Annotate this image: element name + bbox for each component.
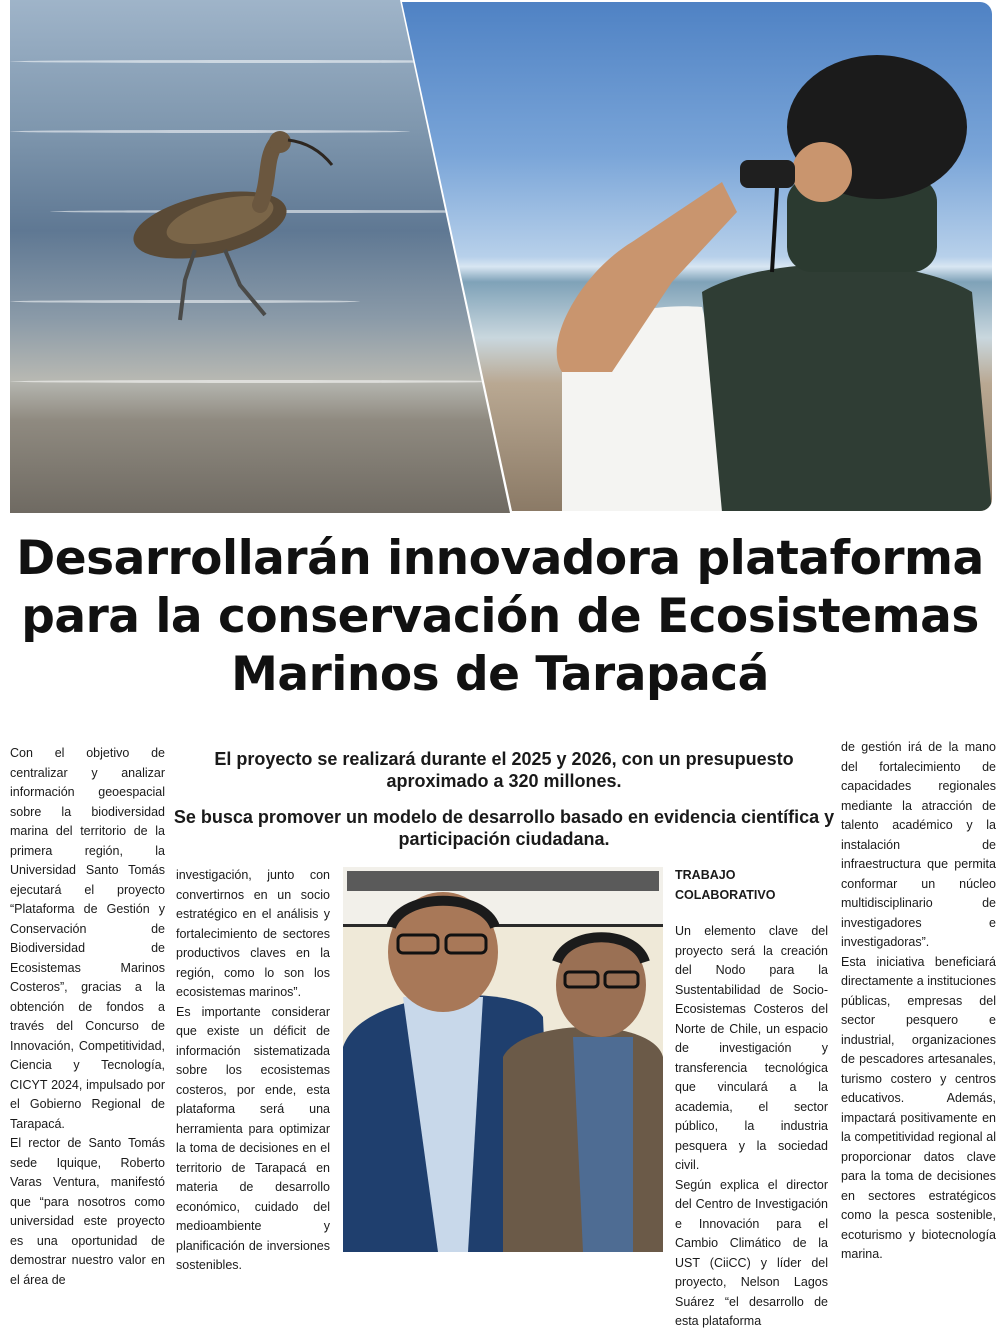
two-men-icon: [343, 867, 663, 1252]
whimbrel-bird-icon: [100, 120, 340, 330]
paragraph: Esta iniciativa beneficiará directamente a instituciones públicas, empresas del sector pesquero e industrial, organizaciones de pescadores artesanales, turismo costero y centros educativos. Además, impactará positivamente en la competitividad regional al proporcionar datos clave para la toma de decisiones en sectores estratégicos como la pesca sostenible, ecoturismo y biotecnología marina.: [841, 954, 996, 1261]
article-headline: Desarrollarán innovadora plataforma para la conservación de Ecosistemas Marinos de Tarapacá: [16, 531, 984, 702]
article-column-3: [675, 866, 828, 1328]
wave-line: [10, 380, 510, 383]
two-men-portrait-photo: [343, 867, 663, 1252]
paragraph: Con el objetivo de centralizar y analizar información geoespacial sobre la biodiversidad marina del territorio de la primera región, la Universidad Santo Tomás ejecutará el proyecto “Plataforma de Gestión y Conservación de Biodiversidad de Ecosistemas Marinos Costeros”, gracias a la obtención de fondos a través del Concurso de Innovación, Competitividad, Ciencia y Tecnología, CICYT 2024, impulsado por el Gobierno Regional de Tarapacá.: [10, 746, 165, 1131]
paragraph: de gestión irá de la mano del fortalecimiento de capacidades regionales mediante la atracción de talento académico y la instalación de infraestructura que permita conformar un núcleo multidisciplinario de investigadores e investigadoras”.: [841, 740, 996, 949]
paragraph: Un elemento clave del proyecto será la creación del Nodo para la Sustentabilidad de Socio-Ecosistemas Costeros del Norte de Chile, un espacio de investigación y transferencia tecnológica que vinculará a la academia, el sector público, la industria pesquera y la sociedad civil.: [675, 924, 828, 1172]
section-subhead: TRABAJO COLABORATIVO: [675, 868, 776, 902]
article-column-1: [10, 744, 165, 1287]
paragraph: Según explica el director del Centro de Investigación e Innovación para el Cambio Climático de la UST (CiiCC) y líder del proyecto, Nelson Lagos Suárez “el desarrollo de esta plataforma: [675, 1177, 828, 1328]
article-column-2: [176, 866, 330, 1272]
person-binoculars-icon: [522, 42, 992, 511]
paragraph: investigación, junto con convertirnos en un socio estratégico en el análisis y fortalecimiento de sectores productivos claves en la región, como lo son los ecosistemas marinos”.: [176, 868, 330, 999]
article-deck-objective: Se busca promover un modelo de desarrollo basado en evidencia científica y participación ciudadana.: [173, 807, 835, 849]
article-column-4: [841, 738, 996, 1268]
paragraph: El rector de Santo Tomás sede Iquique, Roberto Varas Ventura, manifestó que “para nosotros como universidad este proyecto es una oportunidad de demostrar nuestro valor en el área de: [10, 1136, 165, 1287]
article-deck-budget: El proyecto se realizará durante el 2025 y 2026, con un presupuesto aproximado a 320 millones.: [214, 749, 794, 791]
paragraph: Es importante considerar que existe un déficit de información sistematizada sobre los ecosistemas costeros, por ende, esta plataforma será una herramienta para optimizar la toma de decisiones en el territorio de Tarapacá en materia de desarrollo económico, cuidado del medioambiente y planificación de inversiones sostenibles.: [176, 1004, 330, 1272]
